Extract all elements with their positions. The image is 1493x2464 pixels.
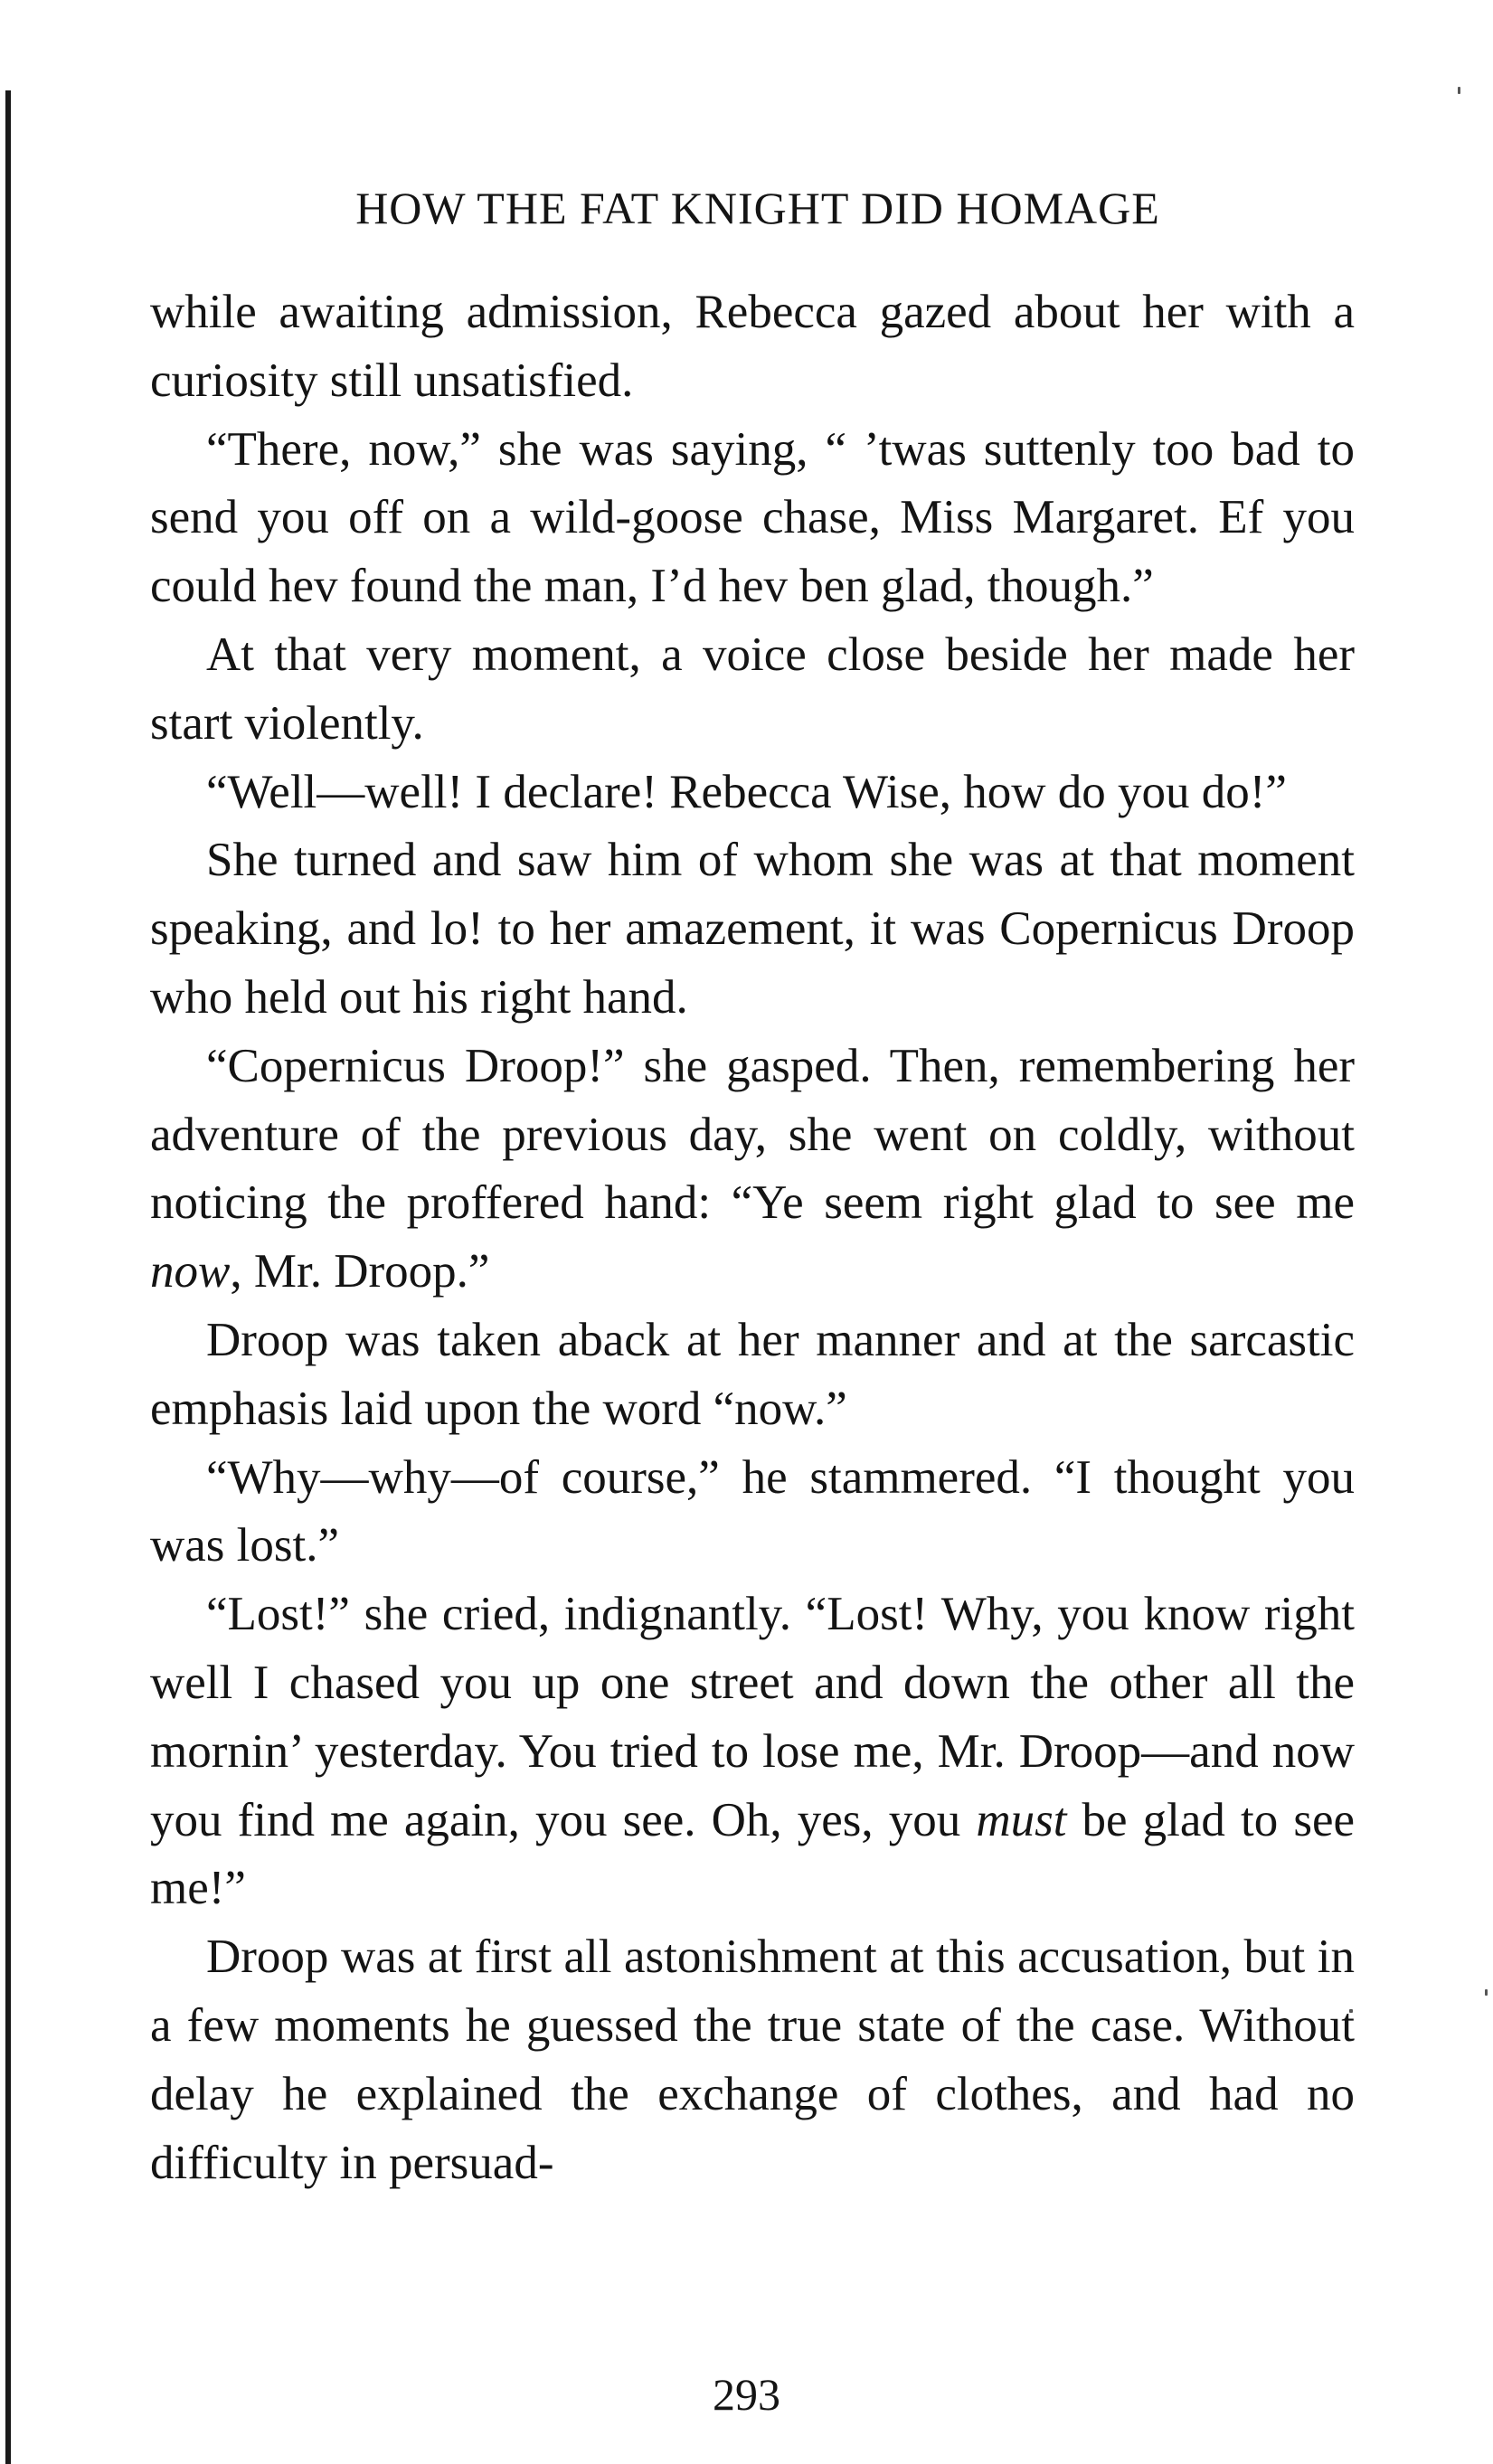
emphasized-text: now [150, 1245, 231, 1298]
text-run: “There, now,” she was saying, “ ’twas suttenly too bad to send you off on a wild-goose chase, Miss Margaret. Ef you could hev found the man, I’d hev ben glad, though.” [150, 422, 1355, 613]
text-run: , Mr. Droop.” [230, 1245, 490, 1298]
paragraph [150, 1307, 1355, 1444]
text-run: “Why—why—of course,” he stammered. “I thought you was lost.” [150, 1450, 1355, 1572]
body-text [150, 278, 1355, 2197]
page-number: 293 [713, 2369, 780, 2420]
text-run: She turned and saw him of whom she was at that moment speaking, and lo! to her amazement, it was Copernicus Droop who held out his right hand. [150, 834, 1355, 1024]
scan-speck [1458, 87, 1460, 94]
text-run: “Copernicus Droop!” she gasped. Then, remembering her adventure of the previous day, she went on coldly, without noticing the proffered hand: “Ye seem right glad to see me [150, 1039, 1355, 1230]
paragraph [150, 1033, 1355, 1307]
text-run: “Lost!” she cried, indignantly. “Lost! Why, you know right well I chased you up one street and down the other all the mornin’ yesterday. You tried to lose me, Mr. Droop—and now you find me again, you see. Oh, yes, you [150, 1588, 1355, 1846]
book-page [150, 181, 1355, 2197]
text-run: At that very moment, a voice close beside her made her start violently. [150, 628, 1355, 750]
paragraph [150, 1444, 1355, 1581]
paragraph [150, 1923, 1355, 2197]
scan-speck [1485, 1989, 1488, 1996]
emphasized-text: must [976, 1793, 1067, 1846]
text-run: “Well—well! I declare! Rebecca Wise, how do you do!” [206, 765, 1287, 818]
text-run: Droop was at first all astonishment at this accusation, but in a few moments he guessed the true state of the case. Without delay he explained the exchange of clothes, and had no difficulty in persuad- [150, 1931, 1355, 2189]
paragraph [150, 278, 1355, 416]
paragraph [150, 416, 1355, 621]
paragraph [150, 621, 1355, 759]
paragraph [150, 1581, 1355, 1923]
page-edge-rule [5, 90, 11, 2464]
paragraph [150, 759, 1355, 827]
text-run: be glad to see me!” [150, 1793, 1356, 1915]
paragraph [150, 826, 1355, 1032]
text-run: Droop was taken aback at her manner and at the sarcastic emphasis laid upon the word “now.” [150, 1313, 1355, 1435]
text-run: while awaiting admission, Rebecca gazed about her with a curiosity still unsatisfied. [150, 286, 1355, 407]
running-head: HOW THE FAT KNIGHT DID HOMAGE [355, 183, 1160, 233]
